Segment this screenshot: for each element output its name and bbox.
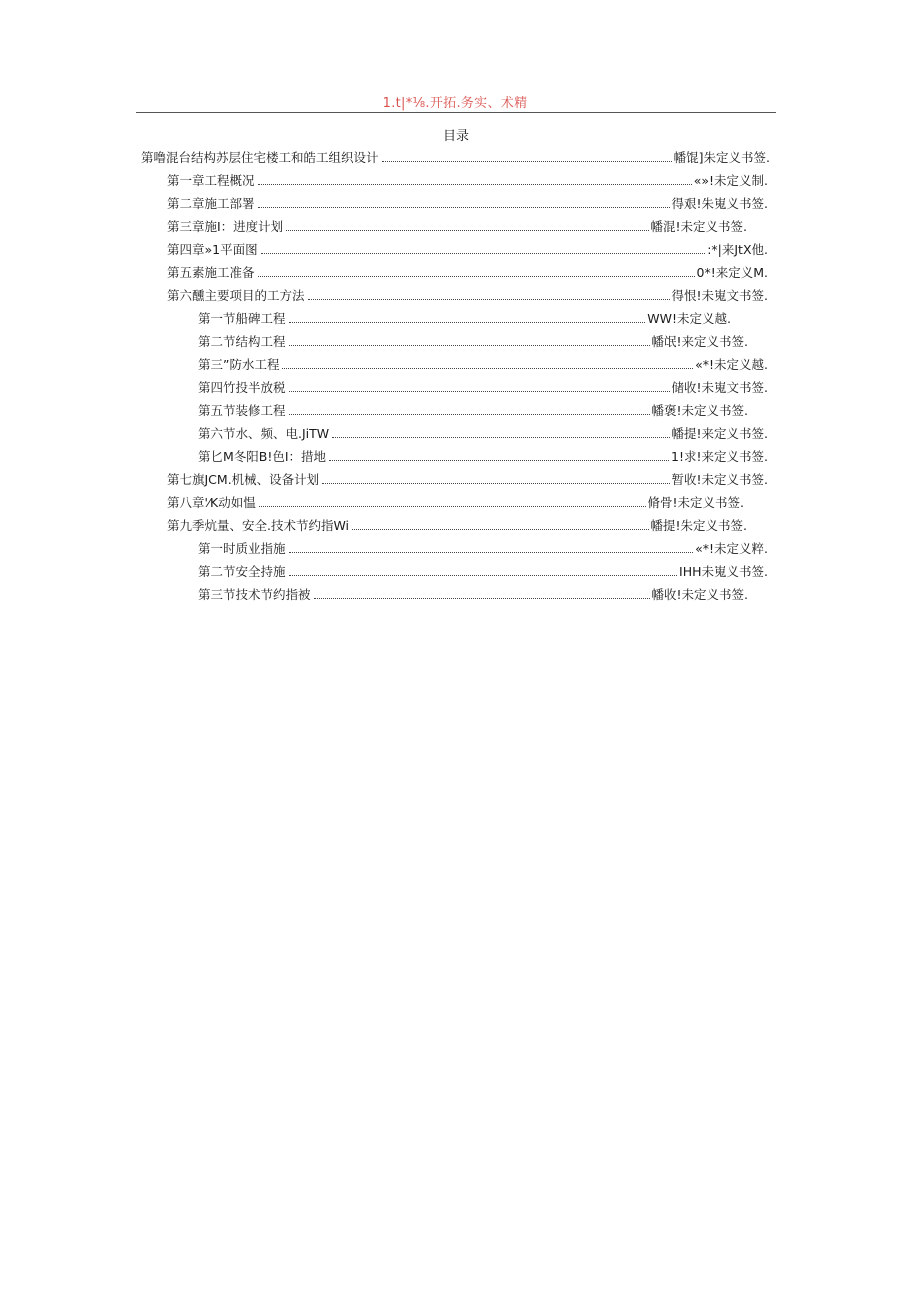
toc-entry[interactable]: [167, 215, 747, 235]
toc-entry-label: 第七旗JCM.机械、设备计划: [167, 472, 320, 487]
toc-entry[interactable]: [167, 468, 768, 488]
toc-entry-label: 第二节安全持施: [198, 564, 286, 579]
toc-entry-page: «»!未定义制.: [693, 173, 768, 188]
toc-entry-label: 第匕M冬阳B!色I：措地: [198, 449, 327, 464]
toc-entry-label: 第五素施工准备: [167, 265, 255, 280]
toc-entry[interactable]: [167, 491, 744, 511]
toc-entry[interactable]: [198, 422, 768, 442]
toc-entry-label: 第二章施工部署: [167, 196, 255, 211]
header-divider: [136, 112, 776, 113]
toc-entry-page: IHH未嵬义书签.: [679, 564, 768, 579]
toc-entry-page: «*!未定义越.: [695, 357, 768, 372]
toc-entry-page: :*|来JtX他.: [707, 242, 768, 257]
toc-title: 目录: [442, 129, 469, 144]
toc-entry[interactable]: [198, 376, 768, 396]
toc-entry-label: 第八章'⁄K动如愠: [167, 495, 256, 510]
toc-entry-label: 第一时质业指施: [198, 541, 286, 556]
toc-entry[interactable]: [141, 146, 770, 166]
toc-entry[interactable]: [198, 330, 748, 350]
toc-entry[interactable]: [167, 169, 768, 189]
toc-entry[interactable]: [198, 353, 768, 373]
toc-entry[interactable]: [198, 307, 731, 327]
toc-entry-page: 暂收!未定义书签.: [671, 472, 768, 487]
toc-dot-leader: [322, 483, 669, 484]
toc-entry-page: 幡馄]朱定义书签.: [673, 150, 770, 165]
toc-dot-leader: [289, 322, 646, 323]
toc-entry[interactable]: [198, 560, 768, 580]
toc-dot-leader: [289, 414, 650, 415]
toc-entry-label: 第噜混台结构苏层住宅楼工和皓工组织设计: [141, 150, 379, 165]
toc-dot-leader: [261, 253, 706, 254]
toc-entry-label: 第四章»1平面图: [167, 242, 258, 257]
toc-entry-label: 第二节结构工程: [198, 334, 286, 349]
toc-entry-page: WW!未定义越.: [647, 311, 731, 326]
page-header-text: 1.t|*⅛.开拓.务实、术精: [382, 96, 528, 111]
toc-entry-page: 得恨!未嵬文书签.: [671, 288, 768, 303]
toc-entry-page: 幡氓!来定义书签.: [651, 334, 748, 349]
toc-entry-page: 1!求!来定义书签.: [671, 449, 768, 464]
toc-entry-label: 第三”防水工程: [198, 357, 280, 372]
toc-entry-page: 得艰!朱嵬义书签.: [671, 196, 768, 211]
toc-dot-leader: [308, 299, 670, 300]
toc-dot-leader: [259, 506, 646, 507]
toc-dot-leader: [314, 598, 650, 599]
toc-entry-page: 脩骨!未定义书签.: [647, 495, 744, 510]
toc-entry-label: 第五节装修工程: [198, 403, 286, 418]
toc-entry-page: 0*!来定义M.: [696, 265, 768, 280]
toc-dot-leader: [258, 184, 692, 185]
toc-entry-label: 第九季炕量、安全.技术节约指Wi: [167, 518, 350, 533]
toc-dot-leader: [289, 575, 678, 576]
toc-entry-label: 第三节技术节约指被: [198, 587, 311, 602]
toc-entry-page: 幡混!未定义书签.: [650, 219, 747, 234]
toc-entry-page: 储收!未嵬文书签.: [671, 380, 768, 395]
toc-dot-leader: [289, 345, 650, 346]
toc-dot-leader: [332, 437, 669, 438]
toc-entry-label: 第一章工程概况: [167, 173, 255, 188]
toc-dot-leader: [282, 368, 693, 369]
toc-entry[interactable]: [198, 537, 768, 557]
toc-entry-label: 第三章施I：进度计划: [167, 219, 284, 234]
toc-dot-leader: [352, 529, 648, 530]
toc-dot-leader: [382, 161, 672, 162]
toc-entry[interactable]: [198, 445, 768, 465]
toc-entry[interactable]: [167, 192, 768, 212]
toc-entry-page: «*!未定义粹.: [695, 541, 768, 556]
toc-entry-label: 第四竹投半放税: [198, 380, 286, 395]
toc-entry-page: 幡褒!未定义书签.: [651, 403, 748, 418]
toc-dot-leader: [258, 276, 695, 277]
toc-dot-leader: [258, 207, 670, 208]
toc-dot-leader: [329, 460, 669, 461]
toc-entry-page: 幡提!朱定义书签.: [650, 518, 747, 533]
toc-entry[interactable]: [198, 583, 748, 603]
toc-entry-label: 第一节船碑工程: [198, 311, 286, 326]
toc-dot-leader: [289, 391, 670, 392]
toc-dot-leader: [286, 230, 648, 231]
toc-entry[interactable]: [167, 284, 768, 304]
toc-entry-page: 幡提!来定义书签.: [671, 426, 768, 441]
toc-entry-page: 幡收!未定义书签.: [651, 587, 748, 602]
toc-dot-leader: [289, 552, 694, 553]
toc-entry-label: 第六节水、频、电.JiTW: [198, 426, 330, 441]
toc-entry[interactable]: [198, 399, 748, 419]
toc-entry[interactable]: [167, 514, 747, 534]
toc-entry[interactable]: [167, 238, 768, 258]
toc-entry[interactable]: [167, 261, 768, 281]
toc-entry-label: 第六醺主要项目的工方法: [167, 288, 305, 303]
